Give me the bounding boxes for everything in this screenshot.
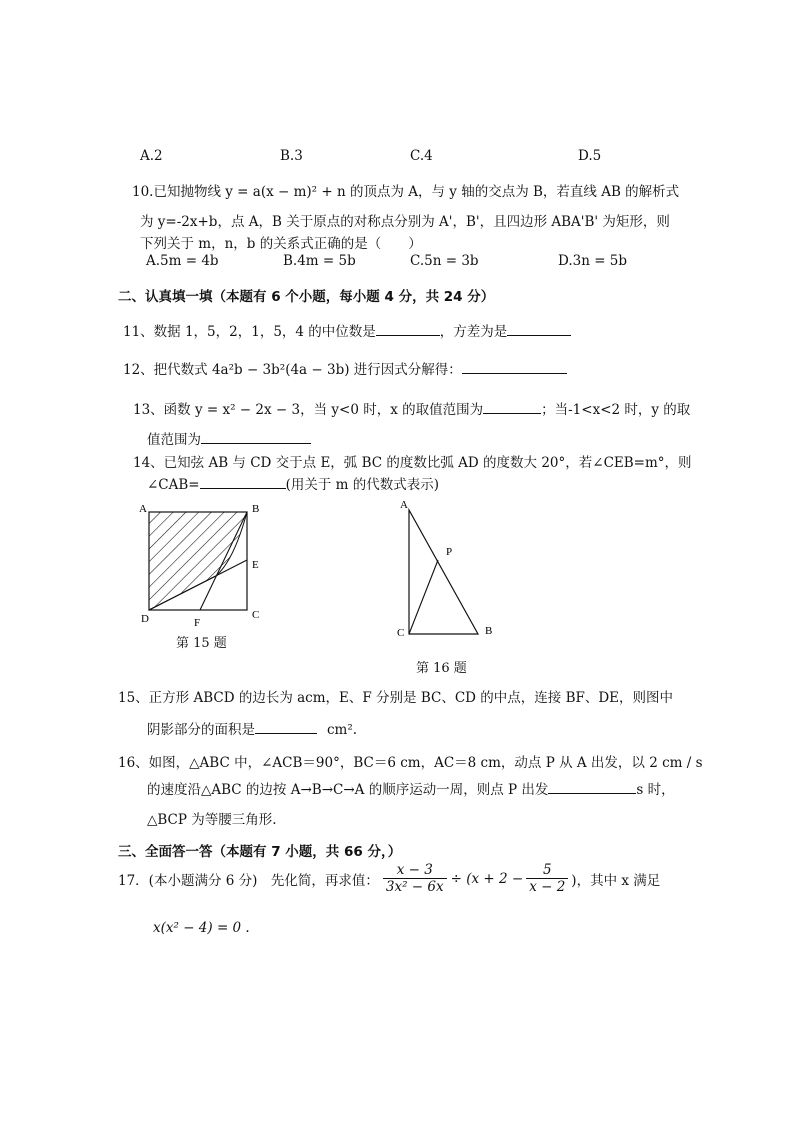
q16-line-3: △BCP 为等腰三角形. xyxy=(147,812,277,828)
q16-text-2: s 时， xyxy=(636,782,675,798)
fig16-label-a: A xyxy=(400,499,408,511)
q17-fraction-2 xyxy=(526,862,568,895)
q11-text-2: ，方差为是 xyxy=(439,324,508,340)
q11-blank-2 xyxy=(507,322,571,337)
fig16-label-c: C xyxy=(397,627,405,639)
q15-text-2: cm². xyxy=(327,722,358,738)
section-2-title: 二、认真填一填（本题有 6 个小题，每小题 4 分，共 24 分） xyxy=(118,289,495,305)
q9-option-d: D.5 xyxy=(578,148,602,164)
segment-cp xyxy=(409,560,438,634)
fig15-label-a: A xyxy=(139,503,147,515)
q12-text: 12、把代数式 4a²b − 3b²(4a − 3b) 进行因式分解得： xyxy=(123,362,462,378)
q14-line-1: 14、已知弦 AB 与 CD 交于点 E，弧 BC 的度数比弧 AD 的度数大 20°，若∠CEB=m°，则 xyxy=(133,455,692,471)
q17-text-1: 17．(本小题满分 6 分) 先化简，再求值： xyxy=(118,872,379,889)
q15-blank xyxy=(255,720,317,735)
q17-fraction-2-numerator: 5 xyxy=(542,862,552,878)
q14-text-1: ∠CAB= xyxy=(147,477,200,493)
q10-line-1: 10.已知抛物线 y = a(x − m)² + n 的顶点为 A，与 y 轴的交点为 B，若直线 AB 的解析式 xyxy=(132,184,680,200)
q12 xyxy=(123,358,567,378)
triangle-abc xyxy=(409,510,478,634)
q10-option-c: C.5n = 3b xyxy=(410,253,479,269)
q10-line-2: 为 y=-2x+b，点 A，B 关于原点的对称点分别为 A'，B'，且四边形 ABA'B' 为矩形，则 xyxy=(140,214,670,230)
q12-blank xyxy=(462,360,567,375)
fig15-label-c: C xyxy=(252,609,260,621)
q17-fraction-1 xyxy=(383,862,447,895)
q14-blank xyxy=(200,475,286,490)
q17-line-1 xyxy=(118,862,660,895)
figure-15 xyxy=(134,500,284,640)
q9-option-b: B.3 xyxy=(280,148,303,164)
fig16-label-b: B xyxy=(485,625,493,637)
fig16-caption: 第 16 题 xyxy=(416,661,467,676)
fig15-label-d: D xyxy=(141,613,149,625)
q10-option-b: B.4m = 5b xyxy=(283,253,356,269)
q15-text-1: 阴影部分的面积是 xyxy=(147,722,255,738)
q14-text-2: (用关于 m 的代数式表示) xyxy=(285,477,440,493)
q13-blank-2 xyxy=(201,430,311,445)
q10-line-3: 下列关于 m，n，b 的关系式正确的是（ ） xyxy=(140,236,422,252)
q17-fraction-2-denominator: x − 2 xyxy=(526,878,568,895)
q17-line-2: x(x² − 4) = 0 . xyxy=(153,920,250,936)
q16-text-1: 的速度沿△ABC 的边按 A→B→C→A 的顺序运动一周，则点 P 出发 xyxy=(147,782,549,798)
q13-text-3: 值范围为 xyxy=(147,432,201,448)
q17-fraction-1-denominator: 3x² − 6x xyxy=(383,878,447,895)
q17-text-2: )，其中 x 满足 xyxy=(571,872,661,889)
q13-line-1 xyxy=(133,398,690,418)
q13-text-1: 13、函数 y = x² − 2x − 3，当 y<0 时，x 的取值范围为 xyxy=(133,402,484,418)
q16-line-2 xyxy=(147,778,675,798)
q14-line-2 xyxy=(147,473,439,493)
fig15-label-e: E xyxy=(252,559,259,571)
q10-option-d: D.3n = 5b xyxy=(558,253,628,269)
fig15-label-f: F xyxy=(194,617,201,629)
q17-text-mid: ÷ (x + 2 − xyxy=(450,870,524,887)
fig16-label-p: P xyxy=(446,546,453,558)
q10-option-a: A.5m = 4b xyxy=(146,253,219,269)
q11-blank-1 xyxy=(376,322,440,337)
q16-blank xyxy=(548,780,636,795)
fig15-label-b: B xyxy=(252,503,260,515)
q9-option-c: C.4 xyxy=(410,148,433,164)
q17-fraction-1-numerator: x − 3 xyxy=(396,862,433,878)
section-3-title: 三、全面答一答（本题有 7 小题，共 66 分，） xyxy=(118,844,402,860)
q15-line-1: 15、正方形 ABCD 的边长为 acm，E、F 分别是 BC、CD 的中点，连接 BF、DE，则图中 xyxy=(118,690,674,706)
q11-text-1: 11、数据 1，5，2，1，5，4 的中位数是 xyxy=(123,324,376,340)
q13-blank-1 xyxy=(483,400,541,415)
fig15-caption: 第 15 题 xyxy=(176,636,227,651)
q15-line-2 xyxy=(147,718,357,738)
q13-line-2 xyxy=(147,428,311,448)
figure-16 xyxy=(392,496,512,646)
q9-option-a: A.2 xyxy=(140,148,163,164)
shaded-region xyxy=(149,512,247,610)
q13-text-2: ；当-1<x<2 时，y 的取 xyxy=(541,402,691,418)
q11 xyxy=(123,320,571,340)
q16-line-1: 16、如图，△ABC 中，∠ACB＝90°，BC＝6 cm，AC＝8 cm，动点 P 从 A 出发，以 2 cm / s xyxy=(118,755,703,771)
